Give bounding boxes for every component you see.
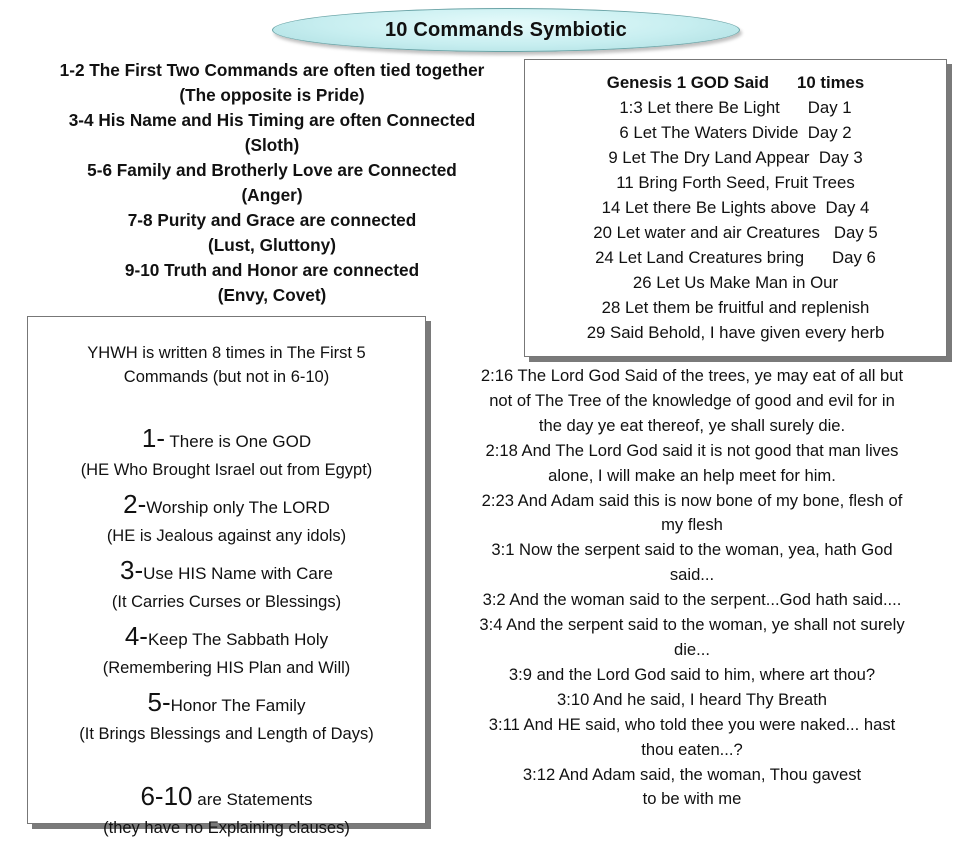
connected-line: (The opposite is Pride) xyxy=(179,85,365,105)
scripture-line: 3:2 And the woman said to the serpent...God hath said.... xyxy=(482,590,902,610)
connected-line: 5-6 Family and Brotherly Love are Connected xyxy=(87,160,457,180)
connected-line: (Envy, Covet) xyxy=(217,285,327,305)
connected-line: 1-2 The First Two Commands are often tied together xyxy=(59,60,485,80)
scripture-line: alone, I will make an help meet for him. xyxy=(548,465,836,485)
yhwh-commands-box xyxy=(27,316,426,837)
statements-number: 6-10 xyxy=(140,781,193,811)
command-5 xyxy=(28,685,425,723)
genesis-header: Genesis 1 GOD Said 10 times xyxy=(606,73,865,92)
page-title: 10 Commands Symbiotic xyxy=(384,18,628,41)
genesis-box xyxy=(524,59,947,357)
command-explanation: (HE Who Brought Israel out from Egypt) xyxy=(80,461,373,479)
scripture-line: to be with me xyxy=(642,789,742,809)
scripture-line: 3:11 And HE said, who told thee you were naked... hast xyxy=(488,714,896,734)
command-number: 3- xyxy=(119,555,144,585)
command-label: Honor The Family xyxy=(170,696,306,715)
command-label: Keep The Sabbath Holy xyxy=(147,630,329,649)
command-number: 5- xyxy=(147,687,171,717)
said-scripture-list xyxy=(432,364,952,812)
scripture-line: 2:23 And Adam said this is now bone of my bone, flesh of xyxy=(481,490,903,510)
connected-commands-block xyxy=(14,58,530,308)
command-explanation: (HE is Jealous against any idols) xyxy=(106,527,347,545)
command-explanation: (It Carries Curses or Blessings) xyxy=(111,593,342,611)
command-number: 4- xyxy=(124,621,148,651)
command-number: 2- xyxy=(123,489,147,519)
statements-explanation: (they have no Explaining clauses) xyxy=(103,819,350,837)
scripture-line: my flesh xyxy=(661,515,723,535)
genesis-row: 28 Let them be fruitful and replenish xyxy=(601,298,870,317)
scripture-line: 3:10 And he said, I heard Thy Breath xyxy=(557,689,827,709)
connected-line: (Sloth) xyxy=(244,135,300,155)
genesis-row: 29 Said Behold, I have given every herb xyxy=(586,323,885,342)
command-2 xyxy=(28,487,425,525)
command-label: Use HIS Name with Care xyxy=(143,564,333,583)
scripture-line: 3:12 And Adam said, the woman, Thou gavest xyxy=(522,764,862,784)
title-banner xyxy=(272,8,740,52)
genesis-row: 20 Let water and air Creatures Day 5 xyxy=(593,223,878,242)
command-number: 1- xyxy=(141,423,165,453)
genesis-row: 24 Let Land Creatures bring Day 6 xyxy=(595,248,876,267)
scripture-line: not of The Tree of the knowledge of good and evil for in xyxy=(489,390,895,410)
yhwh-intro-line: YHWH is written 8 times in The First 5 xyxy=(87,344,366,362)
scripture-line: the day ye eat thereof, ye shall surely die. xyxy=(538,415,846,435)
genesis-row: 1:3 Let there Be Light Day 1 xyxy=(619,98,852,117)
scripture-line: 2:16 The Lord God Said of the trees, ye may eat of all but xyxy=(480,366,904,385)
command-3 xyxy=(28,553,425,591)
scripture-line: 3:1 Now the serpent said to the woman, yea, hath God xyxy=(491,540,893,560)
yhwh-intro-line: Commands (but not in 6-10) xyxy=(123,368,330,386)
connected-line: 3-4 His Name and His Timing are often Connected xyxy=(68,110,476,130)
statements-line xyxy=(28,779,425,817)
genesis-row: 11 Bring Forth Seed, Fruit Trees xyxy=(616,173,855,192)
connected-line: 9-10 Truth and Honor are connected xyxy=(124,260,420,280)
command-label: There is One GOD xyxy=(164,432,312,451)
genesis-row: 6 Let The Waters Divide Day 2 xyxy=(619,123,852,142)
command-1 xyxy=(28,421,425,459)
scripture-line: 3:9 and the Lord God said to him, where art thou? xyxy=(508,664,876,684)
scripture-line: said... xyxy=(669,565,715,585)
genesis-row: 26 Let Us Make Man in Our xyxy=(632,273,839,292)
statements-label: are Statements xyxy=(192,790,313,809)
command-explanation: (It Brings Blessings and Length of Days) xyxy=(79,725,374,743)
command-4 xyxy=(28,619,425,657)
scripture-line: 3:4 And the serpent said to the woman, ye shall not surely xyxy=(479,615,905,635)
scripture-line: die... xyxy=(674,639,710,659)
command-label: Worship only The LORD xyxy=(146,498,330,517)
genesis-row: 9 Let The Dry Land Appear Day 3 xyxy=(608,148,863,167)
genesis-row: 14 Let there Be Lights above Day 4 xyxy=(601,198,870,217)
scripture-line: thou eaten...? xyxy=(641,739,743,759)
scripture-line: 2:18 And The Lord God said it is not good that man lives xyxy=(485,440,899,460)
connected-line: (Anger) xyxy=(241,185,303,205)
command-explanation: (Remembering HIS Plan and Will) xyxy=(102,659,351,677)
connected-line: (Lust, Gluttony) xyxy=(208,235,336,255)
connected-line: 7-8 Purity and Grace are connected xyxy=(127,210,417,230)
